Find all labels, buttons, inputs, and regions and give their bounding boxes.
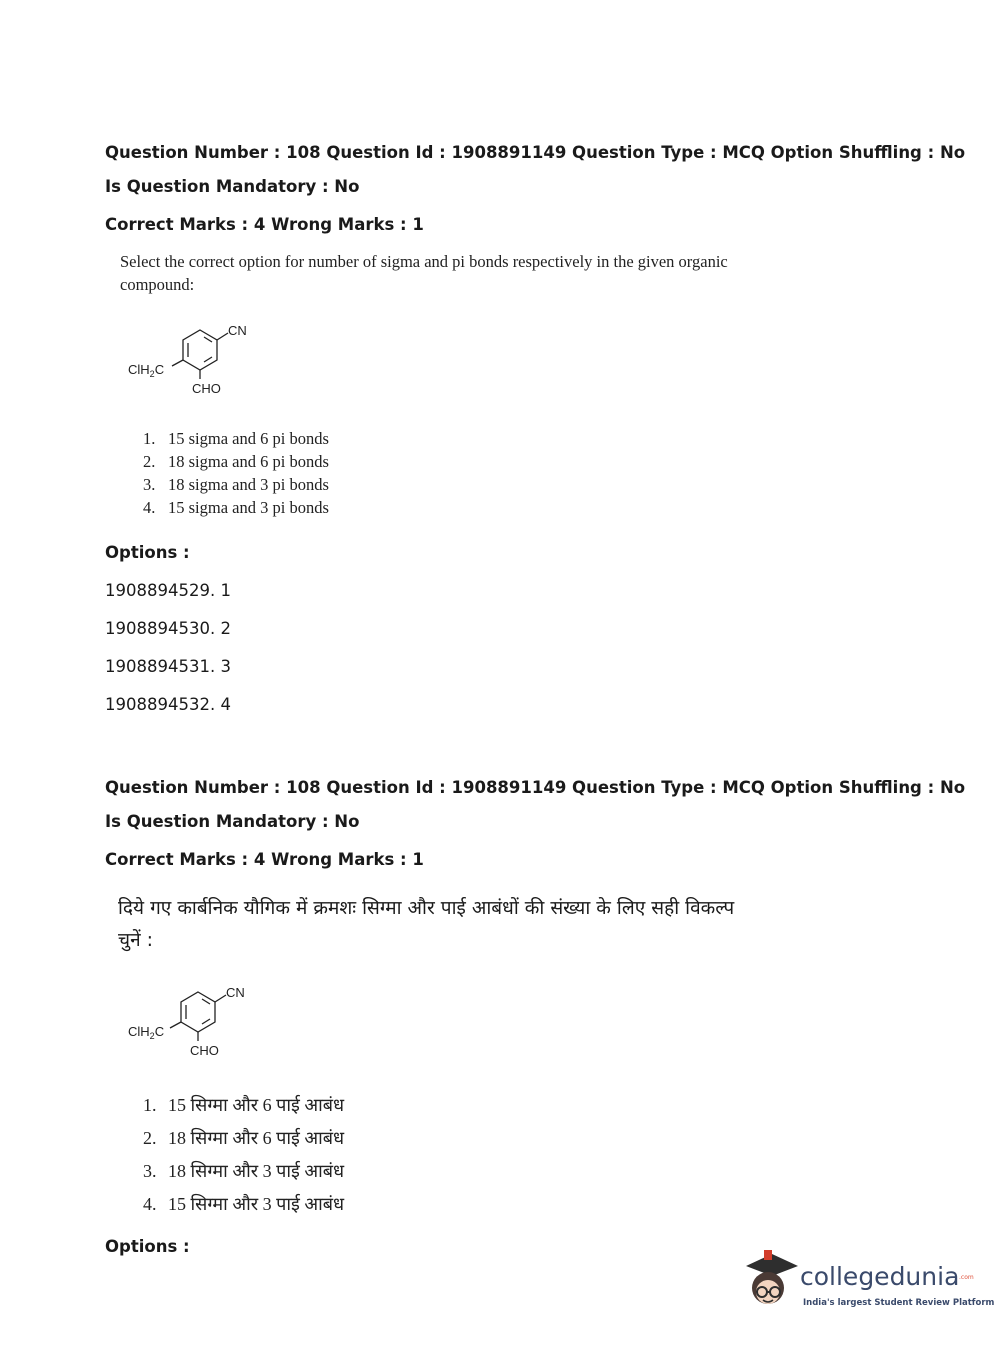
logo-suffix: .com <box>959 1274 974 1281</box>
question-text-hindi <box>118 892 734 956</box>
option-id: 1908894531. 3 <box>105 657 231 676</box>
bond-cn <box>215 995 226 1002</box>
choice-item: 2. 18 sigma and 6 pi bonds <box>143 452 329 471</box>
choice-item: 3. 18 sigma and 3 pi bonds <box>143 475 329 494</box>
question-text <box>120 250 728 296</box>
answer-choices-hindi <box>143 1089 344 1221</box>
chemical-structure <box>120 318 270 408</box>
choice-item: 4. 15 सिग्मा और 3 पाई आबंध <box>143 1194 345 1214</box>
mandatory-line: Is Question Mandatory : No <box>105 177 360 196</box>
option-id: 1908894532. 4 <box>105 695 231 714</box>
choice-item: 4. 15 sigma and 3 pi bonds <box>143 498 329 517</box>
logo-tagline: India's largest Student Review Platform <box>803 1298 995 1308</box>
option-id: 1908894530. 2 <box>105 619 231 638</box>
answer-choices <box>143 427 329 519</box>
options-label: Options : <box>105 1237 190 1256</box>
choice-item: 3. 18 सिग्मा और 3 पाई आबंध <box>143 1161 345 1181</box>
group-cho: CHO <box>190 1043 219 1058</box>
question-line: दिये गए कार्बनिक यौगिक में क्रमशः सिग्मा और पाई आबंधों की संख्या के लिए सही विकल्प <box>118 897 735 919</box>
question-header: Question Number : 108 Question Id : 1908891149 Question Type : MCQ Option Shuffling : No <box>105 778 966 797</box>
choice-item: 1. 15 सिग्मा और 6 पाई आबंध <box>143 1095 345 1115</box>
marks-line: Correct Marks : 4 Wrong Marks : 1 <box>105 215 424 234</box>
logo-wordmark: collegedunia <box>800 1262 960 1291</box>
group-ch2cl: ClH$_2$C <box>128 1024 165 1041</box>
bond-ch2cl <box>170 1022 181 1028</box>
collegedunia-logo <box>742 1248 995 1318</box>
group-cho: CHO <box>192 381 221 396</box>
bond-ch2cl <box>172 360 183 366</box>
mandatory-line: Is Question Mandatory : No <box>105 812 360 831</box>
marks-line: Correct Marks : 4 Wrong Marks : 1 <box>105 850 424 869</box>
chemical-structure <box>120 980 270 1070</box>
choice-item: 1. 15 sigma and 6 pi bonds <box>143 429 329 448</box>
group-cn: CN <box>228 323 247 338</box>
mascot-icon <box>742 1248 798 1318</box>
option-id: 1908894529. 1 <box>105 581 231 600</box>
bond-cn <box>217 333 228 340</box>
question-line: चुनें : <box>118 929 154 951</box>
group-cn: CN <box>226 985 245 1000</box>
question-line: compound: <box>120 275 195 294</box>
question-header: Question Number : 108 Question Id : 1908891149 Question Type : MCQ Option Shuffling : No <box>105 143 966 162</box>
choice-item: 2. 18 सिग्मा और 6 पाई आबंध <box>143 1128 345 1148</box>
question-line: Select the correct option for number of sigma and pi bonds respectively in the given organic <box>120 252 728 271</box>
options-label: Options : <box>105 543 190 562</box>
group-ch2cl: ClH$_2$C <box>128 362 165 379</box>
